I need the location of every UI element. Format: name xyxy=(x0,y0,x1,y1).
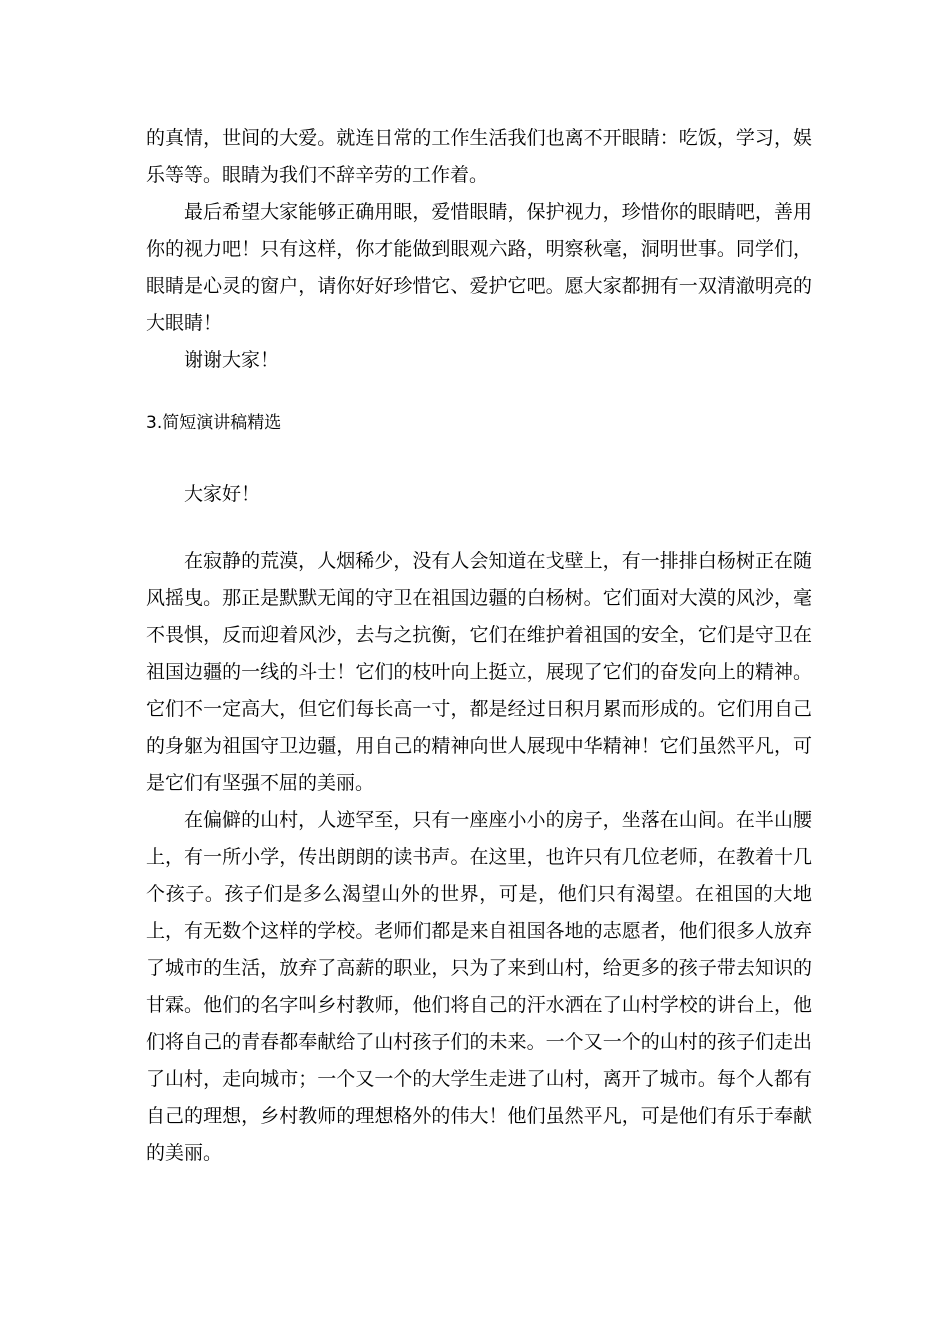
paragraph-thanks: 谢谢大家！ xyxy=(184,349,280,371)
document-body xyxy=(146,120,812,1172)
section-heading: 3.简短演讲稿精选 xyxy=(146,413,282,433)
paragraph-rural-teachers: 在偏僻的山村，人迹罕至，只有一座座小小的房子，坐落在山间。在半山腰上，有一所小学，传出朗朗的读书声。在这里，也许只有几位老师，在教着十几个孩子。孩子们是多么渴望山外的世界，可是，他们只有渴望。在祖国的大地上，有无数个这样的学校。老师们都是来自祖国各地的志愿者，他们很多人放弃了城市的生活，放弃了高薪的职业，只为了来到山村，给更多的孩子带去知识的甘霖。他们的名字叫乡村教师，他们将自己的汗水洒在了山村学校的讲台上，他们将自己的青春都奉献给了山村孩子们的未来。一个又一个的山村的孩子们走出了山村，走向城市；一个又一个的大学生走进了山村，离开了城市。每个人都有自己的理想，乡村教师的理想格外的伟大！他们虽然平凡，可是他们有乐于奉献的美丽。 xyxy=(146,809,812,1164)
paragraph-closing-wish: 最后希望大家能够正确用眼，爱惜眼睛，保护视力，珍惜你的眼睛吧，善用你的视力吧！只有这样，你才能做到眼观六路，明察秋毫，洞明世事。同学们，眼睛是心灵的窗户，请你好好珍惜它、爱护它吧。愿大家都拥有一双清澈明亮的大眼睛！ xyxy=(146,201,812,334)
paragraph-poplar-trees: 在寂静的荒漠，人烟稀少，没有人会知道在戈壁上，有一排排白杨树正在随风摇曳。那正是默默无闻的守卫在祖国边疆的白杨树。它们面对大漠的风沙，毫不畏惧，反而迎着风沙，去与之抗衡，它们在维护着祖国的安全，它们是守卫在祖国边疆的一线的斗士！它们的枝叶向上挺立，展现了它们的奋发向上的精神。它们不一定高大，但它们每长高一寸，都是经过日积月累而形成的。它们用自己的身躯为祖国守卫边疆，用自己的精神向世人展现中华精神！它们虽然平凡，可是它们有坚强不屈的美丽。 xyxy=(146,550,812,794)
paragraph-continuation: 的真情，世间的大爱。就连日常的工作生活我们也离不开眼睛：吃饭，学习，娱乐等等。眼睛为我们不辞辛劳的工作着。 xyxy=(146,127,812,186)
greeting-line: 大家好！ xyxy=(184,483,261,505)
